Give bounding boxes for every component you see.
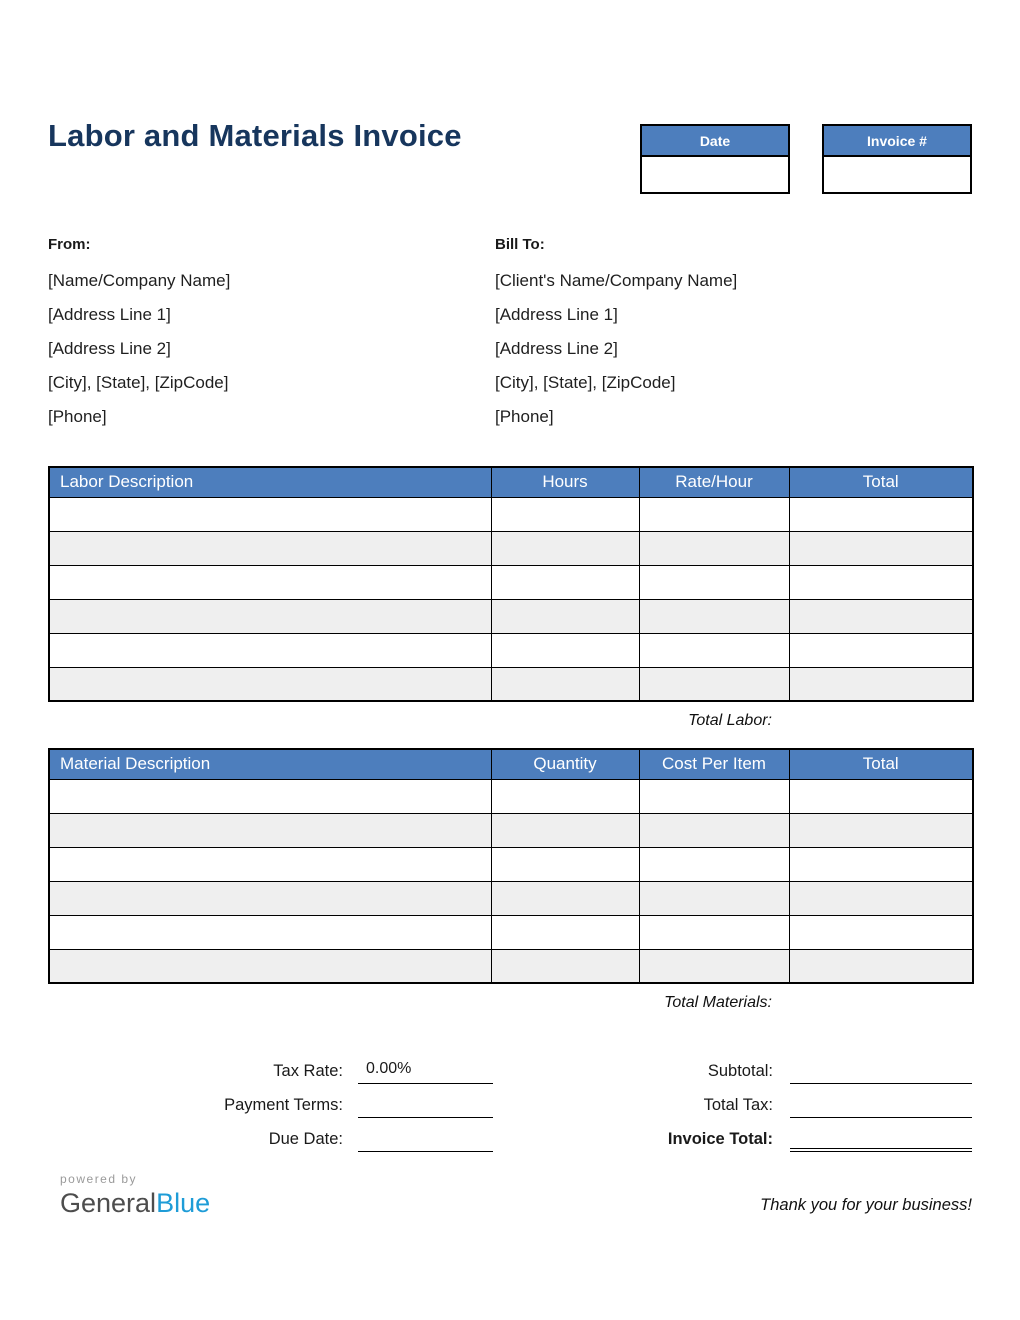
materials-header-description: Material Description [49, 749, 491, 779]
invoice-number-input-cell[interactable] [824, 157, 970, 192]
labor-hours-cell[interactable] [491, 565, 639, 599]
material-total-cell[interactable] [789, 949, 973, 983]
material-quantity-cell[interactable] [491, 779, 639, 813]
material-total-cell[interactable] [789, 779, 973, 813]
labor-rate-cell[interactable] [639, 599, 789, 633]
table-row [49, 813, 973, 847]
tax-rate-field[interactable]: 0.00% [358, 1060, 493, 1084]
invoice-total-label: Invoice Total: [667, 1130, 773, 1148]
materials-header-cost: Cost Per Item [639, 749, 789, 779]
material-cost-cell[interactable] [639, 881, 789, 915]
materials-table-header [49, 749, 973, 779]
from-address2[interactable]: [Address Line 2] [48, 339, 171, 358]
payment-terms-row [48, 1084, 493, 1118]
labor-description-cell[interactable] [49, 599, 491, 633]
labor-hours-cell[interactable] [491, 599, 639, 633]
labor-rate-cell[interactable] [639, 531, 789, 565]
material-total-cell[interactable] [789, 813, 973, 847]
labor-hours-cell[interactable] [491, 497, 639, 531]
header [48, 112, 972, 194]
brand-general-text: General [60, 1188, 157, 1218]
material-cost-cell[interactable] [639, 813, 789, 847]
tax-rate-label: Tax Rate: [273, 1062, 343, 1080]
labor-table [48, 466, 974, 702]
material-total-cell[interactable] [789, 915, 973, 949]
material-total-cell[interactable] [789, 881, 973, 915]
from-block [48, 236, 495, 434]
header-boxes [640, 124, 972, 194]
subtotal-row [592, 1050, 972, 1084]
materials-header-total: Total [789, 749, 973, 779]
bill-to-address2[interactable]: [Address Line 2] [495, 339, 618, 358]
due-date-row [48, 1118, 493, 1152]
payment-terms-field[interactable] [358, 1094, 493, 1118]
powered-by-label: powered by [60, 1172, 138, 1186]
invoice-number-box-label: Invoice # [824, 126, 970, 157]
labor-rate-cell[interactable] [639, 667, 789, 701]
labor-description-cell[interactable] [49, 667, 491, 701]
due-date-field[interactable] [358, 1128, 493, 1152]
address-section [48, 236, 972, 434]
total-materials-label: Total Materials: [664, 994, 772, 1011]
from-city-state-zip[interactable]: [City], [State], [ZipCode] [48, 373, 229, 392]
date-box-label: Date [642, 126, 788, 157]
table-row [49, 915, 973, 949]
material-cost-cell[interactable] [639, 847, 789, 881]
thank-you-message: Thank you for your business! [760, 1196, 972, 1214]
labor-description-cell[interactable] [49, 565, 491, 599]
labor-total-cell[interactable] [789, 531, 973, 565]
material-description-cell[interactable] [49, 915, 491, 949]
summary-left-column [48, 1050, 493, 1152]
table-row [49, 847, 973, 881]
material-description-cell[interactable] [49, 779, 491, 813]
bill-to-phone[interactable]: [Phone] [495, 407, 554, 426]
payment-terms-label: Payment Terms: [224, 1096, 343, 1114]
page-title: Labor and Materials Invoice [48, 118, 462, 153]
table-row [49, 949, 973, 983]
material-cost-cell[interactable] [639, 949, 789, 983]
labor-hours-cell[interactable] [491, 531, 639, 565]
table-row [49, 667, 973, 701]
labor-hours-cell[interactable] [491, 633, 639, 667]
bill-to-address1[interactable]: [Address Line 1] [495, 305, 618, 324]
material-quantity-cell[interactable] [491, 915, 639, 949]
labor-header-description: Labor Description [49, 467, 491, 497]
bill-to-city-state-zip[interactable]: [City], [State], [ZipCode] [495, 373, 676, 392]
subtotal-label: Subtotal: [707, 1062, 773, 1080]
material-cost-cell[interactable] [639, 915, 789, 949]
table-row [49, 599, 973, 633]
materials-table [48, 748, 974, 984]
table-row [49, 497, 973, 531]
invoice-total-field[interactable] [790, 1128, 972, 1152]
from-phone[interactable]: [Phone] [48, 407, 107, 426]
labor-total-cell[interactable] [789, 599, 973, 633]
table-row [49, 565, 973, 599]
summary-right-column [592, 1050, 972, 1152]
table-row [49, 779, 973, 813]
date-box [640, 124, 790, 194]
bill-to-block [495, 236, 942, 434]
material-description-cell[interactable] [49, 847, 491, 881]
labor-header-rate: Rate/Hour [639, 467, 789, 497]
invoice-number-box [822, 124, 972, 194]
labor-rate-cell[interactable] [639, 497, 789, 531]
material-cost-cell[interactable] [639, 779, 789, 813]
subtotal-field[interactable] [790, 1060, 972, 1084]
total-tax-label: Total Tax: [703, 1096, 773, 1114]
material-description-cell[interactable] [49, 813, 491, 847]
material-quantity-cell[interactable] [491, 813, 639, 847]
brand-blue-text: Blue [156, 1188, 211, 1218]
material-quantity-cell[interactable] [491, 949, 639, 983]
labor-description-cell[interactable] [49, 633, 491, 667]
labor-rate-cell[interactable] [639, 565, 789, 599]
labor-rate-cell[interactable] [639, 633, 789, 667]
labor-table-header [49, 467, 973, 497]
labor-total-cell[interactable] [789, 633, 973, 667]
labor-total-cell[interactable] [789, 667, 973, 701]
labor-description-cell[interactable] [49, 497, 491, 531]
invoice-total-row [592, 1118, 972, 1152]
total-labor-label: Total Labor: [688, 712, 772, 729]
date-input-cell[interactable] [642, 157, 788, 192]
bill-to-name[interactable]: [Client's Name/Company Name] [495, 271, 738, 290]
table-row [49, 531, 973, 565]
summary-section [48, 1050, 972, 1152]
labor-total-cell[interactable] [789, 497, 973, 531]
total-tax-field[interactable] [790, 1094, 972, 1118]
materials-header-quantity: Quantity [491, 749, 639, 779]
brand-block [48, 1172, 210, 1219]
material-total-cell[interactable] [789, 847, 973, 881]
bill-to-label: Bill To: [495, 236, 545, 253]
material-quantity-cell[interactable] [491, 881, 639, 915]
labor-header-total: Total [789, 467, 973, 497]
due-date-label: Due Date: [268, 1130, 343, 1148]
labor-total-cell[interactable] [789, 565, 973, 599]
table-row [49, 881, 973, 915]
material-quantity-cell[interactable] [491, 847, 639, 881]
from-name[interactable]: [Name/Company Name] [48, 271, 231, 290]
material-description-cell[interactable] [49, 881, 491, 915]
total-tax-row [592, 1084, 972, 1118]
footer [0, 1152, 1020, 1219]
labor-header-hours: Hours [491, 467, 639, 497]
labor-hours-cell[interactable] [491, 667, 639, 701]
labor-description-cell[interactable] [49, 531, 491, 565]
table-row [49, 633, 973, 667]
general-blue-logo [60, 1188, 210, 1219]
from-label: From: [48, 236, 91, 253]
from-address1[interactable]: [Address Line 1] [48, 305, 171, 324]
tax-rate-row [48, 1050, 493, 1084]
material-description-cell[interactable] [49, 949, 491, 983]
